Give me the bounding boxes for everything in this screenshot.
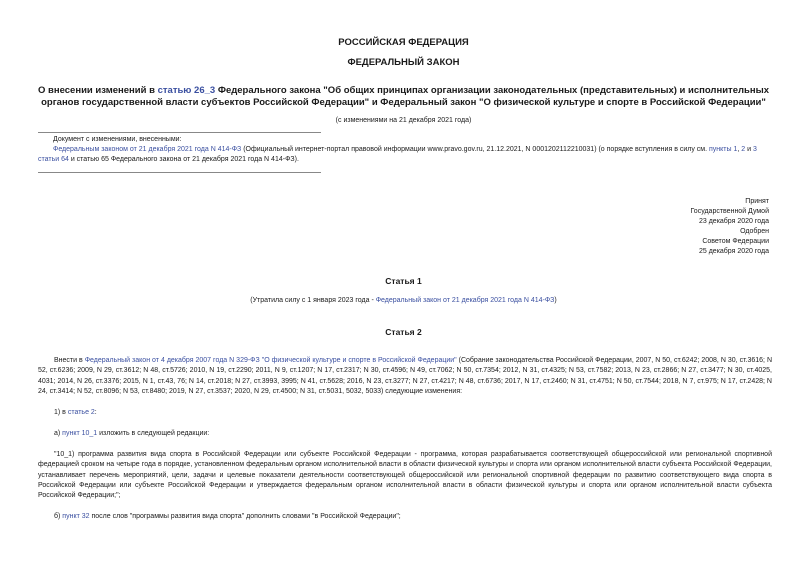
adoption-line: 25 декабря 2020 года (698, 248, 769, 255)
changes-text-2: , (737, 146, 742, 153)
adoption-line: Советом Федерации (702, 238, 769, 245)
quote-paragraph: "10_1) программа развития вида спорта в Российской Федерации или субъекте Российской Федерации - программа, которая разрабатывается соответствующей общероссийской или региональной спортивной федерацией сроком на четыре года в порядке, установленном федеральным органом исполнительной власти в области физической культуры и спорта или органом исполнительной власти субъекта Российской Федерации, устанавливает перечень мероприятий, цели, задачи и целевые показатели деятельности соответствующей общероссийской или региональной спортивной федерации по развитию соответствующего вида спорта в Российской Федерации или субъекте Российской Федерации и утверждается федеральным органом исполнительной власти в области физической культуры и спорта или органом исполнительной власти субъекта Российской Федерации;"; (38, 451, 772, 500)
changes-text-1: (Официальный интернет-портал правовой информации www.pravo.gov.ru, 21.12.2021, N 0001202112210031) (о порядке вступления в силу см. (241, 146, 709, 153)
article-1-note (0, 296, 807, 306)
item-1-suffix: : (94, 409, 97, 416)
article-2-heading: Статья 2 (385, 327, 422, 337)
changes-text-4: и статью 65 Федерального закона от 21 декабря 2021 года N 414-ФЗ). (68, 156, 299, 163)
article-1-note-link[interactable]: Федеральный закон от 21 декабря 2021 года N 414-ФЗ (375, 297, 555, 304)
item-1-prefix: 1) в (54, 409, 68, 416)
changes-heading: Документ с изменениями, внесенными: (53, 136, 182, 143)
changes-link-p1[interactable]: пункты 1 (709, 146, 738, 153)
adoption-block (690, 197, 769, 257)
federation-heading: РОССИЙСКАЯ ФЕДЕРАЦИЯ (338, 37, 469, 48)
adoption-line: Принят (745, 198, 769, 205)
adoption-line: Одобрен (740, 228, 769, 235)
article-1-note-suffix: ) (554, 297, 557, 304)
changes-link-st64[interactable]: 3 статьи 64 (38, 146, 757, 163)
adoption-line: 23 декабря 2020 года (698, 218, 769, 225)
item-b-link[interactable]: пункт 32 (62, 513, 90, 520)
revision-note: (с изменениями на 21 декабря 2021 года) (335, 117, 472, 124)
item-b (54, 512, 401, 522)
intro-rest: (Собрание законодательства Российской Федерации, 2007, N 50, ст.6242; 2008, N 30, ст.3616; N 52, ст.6236; 2009, N 29, ст.3612; N 48, ст.5726; 2010, N 19, ст.2290; 2011, N 9, ст.1207; N 17, ст.2317; N 30, ст.4596; N 49, ст.7062; N 50, ст.7354; 2012, N 31, ст.4325; N 53, ст.7582; 2013, N 23, ст.2866; N 27, ст.3477; N 30, ст.4025, 4031; 2014, N 26, ст.3376; 2015, N 1, ст.43, 76; N 14, ст.2018; N 27, ст.3993, 3995; N 41, ст.5628; 2016, N 23, ст.3277; N 27, ст.4217; N 48, ст.6736; 2017, N 17, ст.2460; N 31, ст.4751; N 50, ст.7544; 2018, N 7, ст.975; N 17, ст.2428; N 24, ст.3414; N 52, ст.8096; N 53, ст.8480; 2019, N 27, ст.3537; 2020, N 29, ст.4500; N 31, ст.5031, 5032, 5033) следующие изменения: (38, 357, 772, 395)
intro-link-sport-law[interactable]: "О физической культуре и спорте в Российской Федерации" (261, 357, 457, 364)
law-type-heading: ФЕДЕРАЛЬНЫЙ ЗАКОН (347, 57, 460, 68)
changes-bottom-divider (38, 172, 321, 173)
article-1-heading: Статья 1 (385, 276, 422, 286)
intro-prefix: Внести в (54, 357, 85, 364)
title-article-link[interactable]: статью 26_3 (157, 85, 216, 96)
adoption-line: Государственной Думой (690, 208, 769, 215)
title-rest: Федерального закона "Об общих принципах организации законодательных (представительных) и исполнительных органов государственной власти субъектов Российской Федерации" и Федеральный закон "О физической культуре и спорте в Российской Федерации" (41, 85, 769, 108)
title-prefix: О внесении изменений в (38, 85, 158, 96)
item-b-suffix: после слов "программы развития вида спорта" дополнить словами "в Российской Федерации"; (89, 513, 401, 520)
changes-text-3: и (745, 146, 753, 153)
item-a-prefix: а) (54, 430, 63, 437)
item-a (54, 429, 209, 439)
item-1 (54, 408, 97, 418)
item-b-prefix: б) (54, 513, 63, 520)
changes-top-divider (38, 132, 321, 133)
intro-link-329fz[interactable]: Федеральный закон от 4 декабря 2007 года N 329-ФЗ (84, 357, 260, 364)
changes-text (38, 145, 772, 165)
item-1-link[interactable]: статье 2 (67, 409, 95, 416)
article-2-intro (38, 356, 772, 397)
changes-link-p2[interactable]: 2 (741, 146, 746, 153)
law-title (20, 85, 787, 108)
item-a-suffix: изложить в следующей редакции: (97, 430, 210, 437)
article-1-note-prefix: (Утратила силу с 1 января 2023 года - (250, 297, 376, 304)
item-a-link[interactable]: пункт 10_1 (62, 430, 98, 437)
changes-link-414fz[interactable]: Федеральным законом от 21 декабря 2021 года N 414-ФЗ (53, 146, 242, 153)
